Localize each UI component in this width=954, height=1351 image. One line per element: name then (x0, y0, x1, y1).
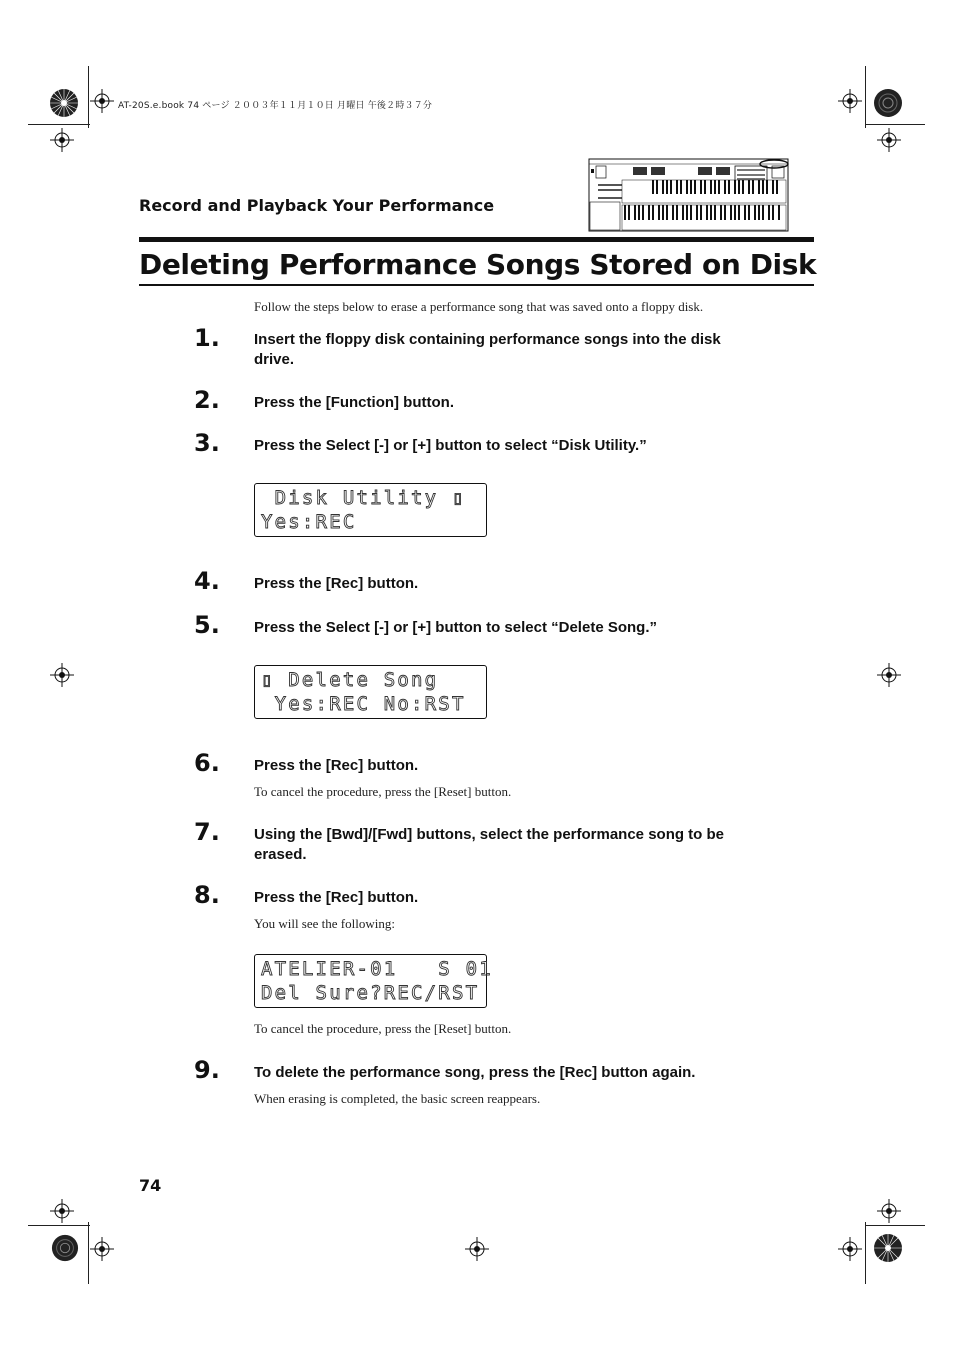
note-text: To cancel the procedure, press the [Reset] button. (254, 1021, 512, 1036)
crosshair-mark-icon (838, 89, 862, 113)
note-text: To cancel the procedure, press the [Reset] button. (254, 784, 512, 799)
crosshair-mark-icon (877, 1199, 901, 1223)
crosshair-mark-icon (465, 1237, 489, 1261)
step-number: 5. (194, 611, 220, 639)
registration-mark-icon (873, 1233, 903, 1263)
lcd-display (254, 665, 487, 719)
lcd-line-2: Yes:REC No:RST (261, 693, 466, 715)
section-top-bar (139, 237, 814, 242)
step-number: 8. (194, 881, 220, 909)
crop-mark (865, 66, 866, 128)
registration-mark-icon (51, 1234, 79, 1262)
step-text: Press the [Rec] button. (254, 889, 419, 906)
note-text: You will see the following: (254, 916, 395, 931)
crosshair-mark-icon (50, 663, 74, 687)
registration-mark-icon (873, 88, 903, 118)
page-title: Deleting Performance Songs Stored on Disk (139, 248, 817, 281)
step-text: Insert the floppy disk containing performance songs into the disk drive. (254, 331, 721, 368)
section-label: Record and Playback Your Performance (139, 196, 495, 215)
crosshair-mark-icon (90, 89, 114, 113)
crop-mark (28, 1225, 90, 1226)
crop-mark (865, 1225, 925, 1226)
step-text: Press the [Rec] button. (254, 757, 419, 774)
registration-mark-icon (49, 88, 79, 118)
crop-mark (865, 124, 925, 125)
lcd-line-1: ATELIER-01 S 01 (261, 958, 493, 980)
step-text: Press the [Function] button. (254, 394, 454, 411)
crosshair-mark-icon (50, 128, 74, 152)
crosshair-mark-icon (90, 1237, 114, 1261)
step-text: Press the [Rec] button. (254, 575, 419, 592)
step-number: 4. (194, 567, 220, 595)
step-number: 3. (194, 429, 220, 457)
title-rule (139, 284, 814, 286)
lcd-line-1: Disk Utility ▯ (261, 487, 466, 509)
step-number: 6. (194, 749, 220, 777)
production-header: AT-20S.e.book 74 ページ ２００３年１１月１０日 月曜日 午後２時３７分 (118, 101, 433, 111)
organ-panel-illustration (588, 156, 790, 232)
step-number: 9. (194, 1056, 220, 1084)
crosshair-mark-icon (877, 128, 901, 152)
crop-mark (28, 124, 90, 125)
intro-text: Follow the steps below to erase a performance song that was saved onto a floppy disk. (254, 299, 704, 314)
crop-mark (88, 1222, 89, 1284)
crop-mark (865, 1222, 866, 1284)
step-text: Using the [Bwd]/[Fwd] buttons, select the performance song to be erased. (254, 826, 725, 863)
lcd-display (254, 954, 493, 1008)
crosshair-mark-icon (838, 1237, 862, 1261)
step-number: 2. (194, 386, 220, 414)
crosshair-mark-icon (877, 663, 901, 687)
step-number: 7. (194, 818, 220, 846)
step-text: To delete the performance song, press the [Rec] button again. (254, 1064, 696, 1081)
lcd-line-2: Yes:REC (261, 511, 357, 533)
crop-mark (88, 66, 89, 128)
step-text: Press the Select [-] or [+] button to select “Delete Song.” (254, 619, 657, 636)
note-text: When erasing is completed, the basic screen reappears. (254, 1091, 541, 1106)
lcd-line-1: ▯ Delete Song (261, 669, 439, 691)
step-text: Press the Select [-] or [+] button to select “Disk Utility.” (254, 437, 647, 454)
lcd-line-2: Del Sure?REC/RST (261, 982, 480, 1004)
crosshair-mark-icon (50, 1199, 74, 1223)
lcd-display (254, 483, 487, 537)
page-number: 74 (139, 1176, 162, 1195)
step-number: 1. (194, 324, 220, 352)
